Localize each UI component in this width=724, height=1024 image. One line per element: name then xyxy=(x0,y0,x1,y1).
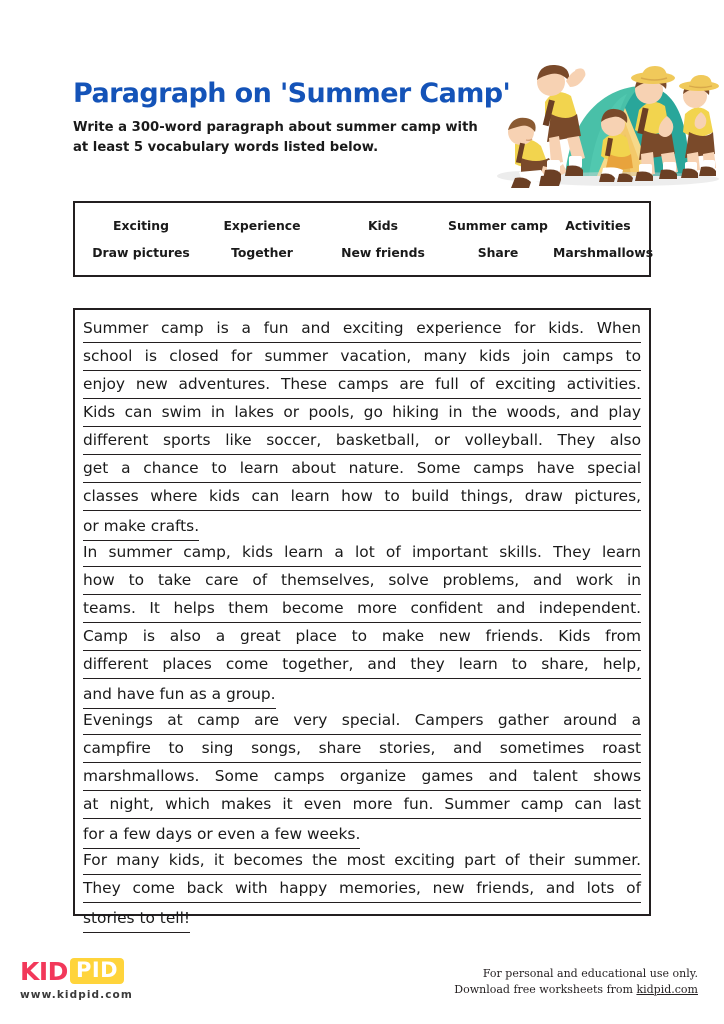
paragraph-line xyxy=(83,372,641,400)
paragraph-line-text: campfire to sing songs, share stories, and sometimes roast xyxy=(83,736,641,763)
paragraph-line-text: or make crafts. xyxy=(83,514,199,541)
worksheet-header xyxy=(73,78,511,157)
paragraph-line-text: In summer camp, kids learn a lot of important skills. They learn xyxy=(83,540,641,567)
paragraph-line-text: marshmallows. Some camps organize games and talent shows xyxy=(83,764,641,791)
paragraph-line-text: school is closed for summer vacation, many kids join camps to xyxy=(83,344,641,371)
logo-kid-text: KID xyxy=(20,956,68,986)
vocabulary-word: Draw pictures xyxy=(92,245,190,260)
footer-usage-note xyxy=(454,966,698,998)
paragraph-line-text: They come back with happy memories, new friends, and lots of xyxy=(83,876,641,903)
paragraph-line xyxy=(83,764,641,792)
page-title: Paragraph on 'Summer Camp' xyxy=(73,78,511,109)
paragraph-line-text: at night, which makes it even more fun. Summer camp can last xyxy=(83,792,641,819)
paragraph-line xyxy=(83,400,641,428)
paragraph-line xyxy=(83,848,641,876)
paragraph-line-text: and have fun as a group. xyxy=(83,682,276,709)
paragraph-line-text: classes where kids can learn how to build things, draw pictures, xyxy=(83,484,641,511)
paragraph-line-text: enjoy new adventures. These camps are full of exciting activities. xyxy=(83,372,641,399)
vocabulary-word-box xyxy=(73,201,654,277)
paragraph-line-text: For many kids, it becomes the most exciting part of their summer. xyxy=(83,848,641,875)
paragraph-line-text: stories to tell! xyxy=(83,906,190,933)
vocabulary-word: Marshmallows xyxy=(553,245,654,260)
page-instructions: Write a 300-word paragraph about summer camp with at least 5 vocabulary words listed below. xyxy=(73,120,478,155)
vocabulary-word: Kids xyxy=(367,218,399,233)
paragraph-line xyxy=(83,456,641,484)
summer-camp-illustration xyxy=(493,48,721,193)
vocabulary-row xyxy=(75,245,654,260)
paragraph-line xyxy=(83,484,641,512)
paragraph-line xyxy=(83,792,641,820)
paragraph-line-text: get a chance to learn about nature. Some camps have special xyxy=(83,456,641,483)
paragraph-line xyxy=(83,736,641,764)
paragraph-line xyxy=(83,316,641,344)
footer-note-prefix: Download free worksheets from xyxy=(454,983,637,996)
footer-note-line-1: For personal and educational use only. xyxy=(482,967,698,980)
vocabulary-word: Exciting xyxy=(113,218,169,233)
paragraph-line xyxy=(83,904,641,932)
vocabulary-word: Together xyxy=(231,245,293,260)
paragraph-line xyxy=(83,540,641,568)
vocabulary-word: Experience xyxy=(223,218,301,233)
paragraph-line-text: Camp is also a great place to make new friends. Kids from xyxy=(83,624,641,651)
camp-scene-icon xyxy=(493,48,721,193)
paragraph-line xyxy=(83,680,641,708)
vocabulary-row xyxy=(75,218,649,233)
paragraph-line xyxy=(83,596,641,624)
paragraph-line-text: different places come together, and they learn to share, help, xyxy=(83,652,641,679)
paragraph-line xyxy=(83,344,641,372)
paragraph-line xyxy=(83,876,641,904)
kidpid-link[interactable]: kidpid.com xyxy=(636,983,698,996)
paragraph-line-text: different sports like soccer, basketball, or volleyball. They also xyxy=(83,428,641,455)
paragraph-line-text: how to take care of themselves, solve problems, and work in xyxy=(83,568,641,595)
paragraph-lines xyxy=(83,316,641,932)
logo-pid-text: PID xyxy=(75,958,119,982)
paragraph-line-text: Summer camp is a fun and exciting experience for kids. When xyxy=(83,316,641,343)
footer-note-line-2 xyxy=(454,982,698,998)
paragraph-line-text: Evenings at camp are very special. Campers gather around a xyxy=(83,708,641,735)
paragraph-line-text: Kids can swim in lakes or pools, go hiking in the woods, and play xyxy=(83,400,641,427)
vocabulary-word: Share xyxy=(477,245,519,260)
paragraph-answer-box[interactable] xyxy=(73,308,651,927)
paragraph-line xyxy=(83,624,641,652)
logo-mark xyxy=(20,958,220,984)
logo-website-url: www.kidpid.com xyxy=(20,989,133,1001)
paragraph-line-text: teams. It helps them become more confident and independent. xyxy=(83,596,641,623)
logo-pid-badge xyxy=(70,958,124,984)
paragraph-line xyxy=(83,568,641,596)
vocabulary-word: Activities xyxy=(565,218,631,233)
paragraph-line xyxy=(83,428,641,456)
vocabulary-word: Summer camp xyxy=(448,218,548,233)
paragraph-line xyxy=(83,652,641,680)
paragraph-line xyxy=(83,512,641,540)
paragraph-line-text: for a few days or even a few weeks. xyxy=(83,822,360,849)
paragraph-line xyxy=(83,820,641,848)
kidpid-logo[interactable] xyxy=(20,958,220,1001)
vocabulary-word: New friends xyxy=(341,245,425,260)
paragraph-line xyxy=(83,708,641,736)
